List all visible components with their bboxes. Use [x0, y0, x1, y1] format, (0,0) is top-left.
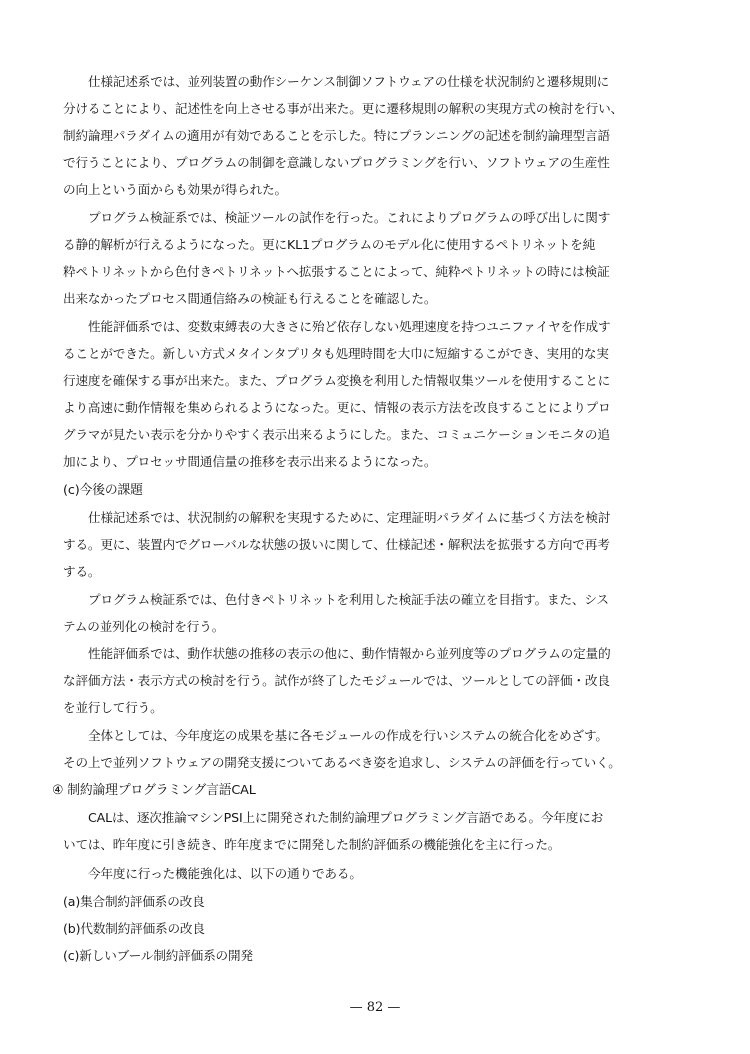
text-line: より高速に動作情報を集められるようになった。更に、情報の表示方法を改良することによりプロ: [63, 400, 611, 415]
text-line: る静的解析が行えるようになった。更にKL1プログラムのモデル化に使用するペトリネットを純: [63, 237, 596, 252]
text-line: テムの並列化の検討を行う。: [63, 619, 225, 634]
text-line: を並行して行う。: [63, 700, 163, 715]
page-number: — 82 —: [349, 1000, 401, 1015]
text-line: いては、昨年度に引き続き、昨年度までに開発した制約評価系の機能強化を主に行った。: [63, 837, 561, 852]
text-line: 出来なかったプロセス間通信絡みの検証も行えることを確認した。: [63, 291, 437, 306]
text-line: する。更に、装置内でグローバルな状態の扱いに関して、仕様記述・解釈法を拡張する方向で再考: [63, 537, 610, 552]
list-item: (c)新しいブール制約評価系の開発: [63, 948, 253, 963]
text-line: CALは、逐次推論マシンPSI上に開発された制約論理プログラミング言語である。今年度にお: [88, 810, 604, 825]
text-line: の向上という面からも効果が得られた。: [63, 182, 287, 197]
text-line: 仕様記述系では、状況制約の解釈を実現するために、定理証明パラダイムに基づく方法を検討: [88, 510, 611, 525]
list-item: (a)集合制約評価系の改良: [63, 894, 205, 909]
text-line: 粋ペトリネットから色付きペトリネットへ拡張することによって、純粋ペトリネットの時には検証: [63, 264, 610, 279]
text-line: 行速度を確保する事が出来た。また、プログラム変換を利用した情報収集ツールを使用することに: [63, 373, 611, 388]
text-line: ることができた。新しい方式メタインタプリタも処理時間を大巾に短縮するこができ、実用的な実: [63, 346, 609, 361]
text-line: プログラム検証系では、色付きペトリネットを利用した検証手法の確立を目指す。また、シス: [88, 592, 609, 607]
paragraph-cal-intro: 今年度に行った機能強化は、以下の通りである。: [88, 866, 362, 881]
list-item: (b)代数制約評価系の改良: [63, 921, 205, 936]
section-heading-future: (c)今後の課題: [63, 483, 143, 498]
text-line: 分けることにより、記述性を向上させる事が出来た。更に遷移規則の解釈の実現方式の検討を行い、: [63, 101, 623, 116]
text-line: 仕様記述系では、並列装置の動作シーケンス制御ソフトウェアの仕様を状況制約と遷移規則に: [88, 74, 610, 89]
text-line: 制約論理パラダイムの適用が有効であることを示した。特にプランニングの記述を制約論理型言語: [63, 128, 610, 143]
text-line: する。: [63, 564, 101, 579]
text-line: その上で並列ソフトウェアの開発支援についてあるべき姿を追求し、システムの評価を行っていく。: [63, 755, 621, 770]
text-line: プログラム検証系では、検証ツールの試作を行った。これによりプログラムの呼び出しに関す: [88, 210, 611, 225]
section-heading-cal: ④ 制約論理プログラミング言語CAL: [52, 783, 256, 798]
text-line: 性能評価系では、動作状態の推移の表示の他に、動作情報から並列度等のプログラムの定量的: [88, 646, 611, 661]
text-line: 全体としては、今年度迄の成果を基に各モジュールの作成を行いシステムの統合化をめざす。: [88, 728, 608, 743]
text-line: で行うことにより、プログラムの制御を意識しないプログラミングを行い、ソフトウェアの生産性: [63, 155, 610, 170]
text-line: 加により、プロセッサ間通信量の推移を表示出来るようになった。: [63, 454, 437, 469]
text-line: 性能評価系では、変数束縛表の大きさに殆ど依存しない処理速度を持つユニファイヤを作成す: [88, 319, 611, 334]
text-line: グラマが見たい表示を分かりやすく表示出来るようにした。また、コミュニケーションモニタの追: [63, 427, 610, 442]
text-line: な評価方法・表示方式の検討を行う。試作が終了したモジュールでは、ツールとしての評価・改良: [63, 673, 610, 688]
